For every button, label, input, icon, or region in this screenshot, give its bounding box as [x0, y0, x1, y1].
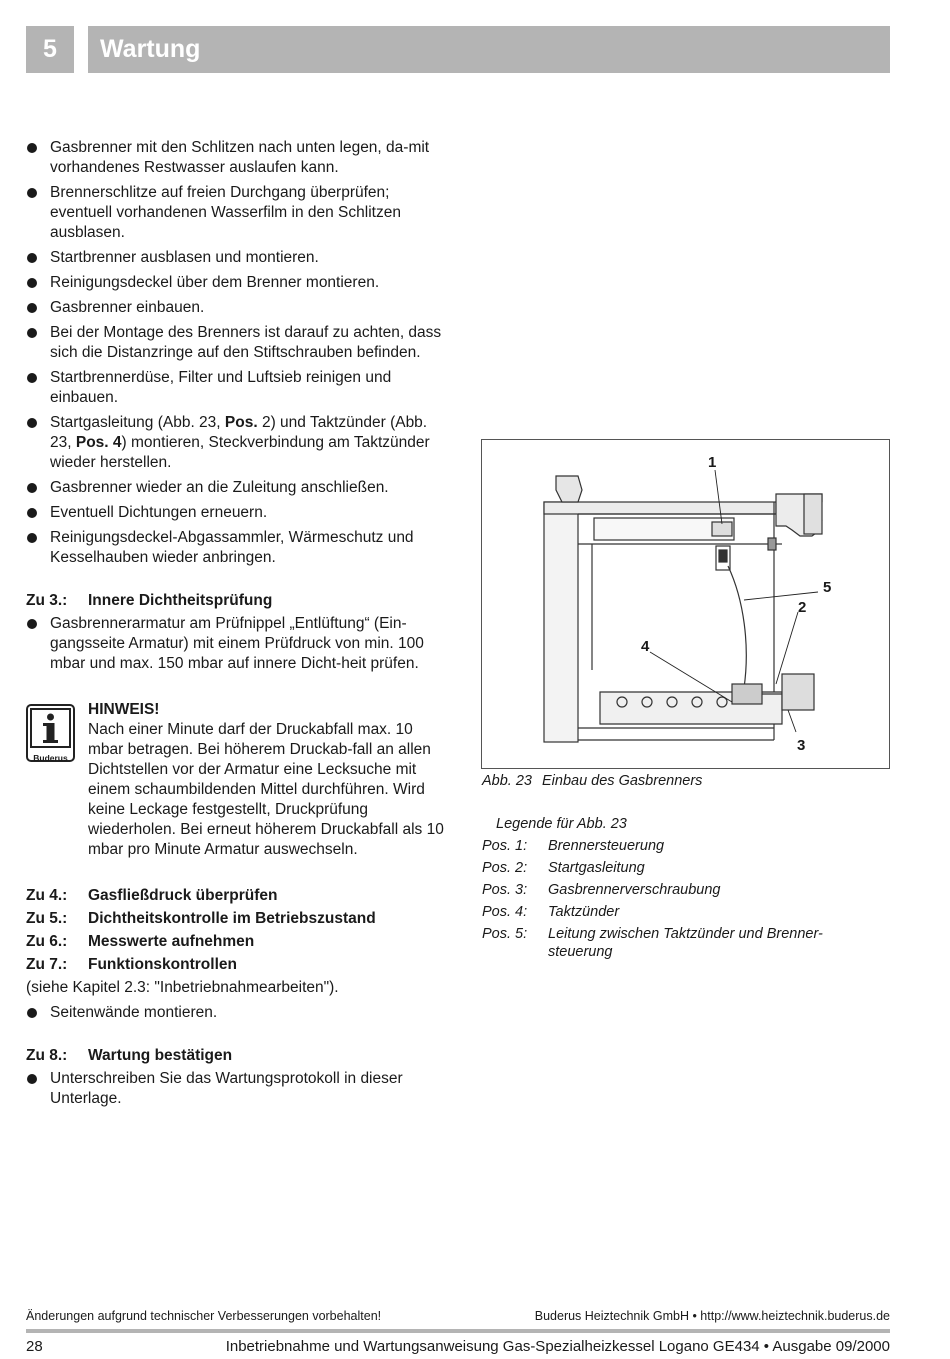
legend-title: Legende für Abb. 23 — [496, 816, 627, 832]
legend-row: Pos. 1: Brennersteuerung — [482, 838, 665, 854]
note-text: Nach einer Minute darf der Druckabfall max. 10 mbar betragen. Bei höherem Druckab-fall an allen Dichtstellen vor der Armatur eine Lecksuche mit einem schaumbildenden Mittel durchführen. Wird keine Leckage festgestellt, Druckprüfung wiederholen. Bei erneut höherem Druckabfall als 10 mbar pro Minute Armatur auswechseln. — [88, 721, 444, 858]
zu7-text: (siehe Kapitel 2.3: "Inbetriebnahmearbeiten"). — [26, 979, 339, 996]
left-column — [26, 138, 446, 1114]
figure-burner-installation — [481, 439, 890, 769]
bullet-item: Bei der Montage des Brenners ist darauf zu achten, dass sich die Distanzringe auf den Stiftschrauben befinden. — [26, 323, 446, 363]
bullet-item: Reinigungsdeckel-Abgassammler, Wärmeschutz und Kesselhauben wieder anbringen. — [26, 528, 446, 568]
bullet-item: Startbrenner ausblasen und montieren. — [26, 248, 446, 268]
legend-row: Pos. 2: Startgasleitung — [482, 860, 645, 876]
callout-2: 2 — [798, 599, 807, 616]
section-zu4-heading: Zu 4.: Gasfließdruck überprüfen — [26, 887, 278, 904]
chapter-title: Wartung — [88, 26, 890, 73]
section-zu8-heading: Zu 8.: Wartung bestätigen — [26, 1047, 233, 1064]
footer-bottom — [26, 1338, 890, 1355]
legend-row: Pos. 4: Taktzünder — [482, 904, 620, 920]
section-zu7-heading: Zu 7.: Funktionskontrollen — [26, 956, 237, 973]
callout-4: 4 — [641, 638, 650, 655]
note-heading: HINWEIS! — [88, 701, 160, 718]
footer-company: Buderus Heiztechnik GmbH • http://www.heiztechnik.buderus.de — [534, 1309, 890, 1323]
bullet-item: Startbrennerdüse, Filter und Luftsieb reinigen und einbauen. — [26, 368, 446, 408]
footer-divider — [26, 1329, 890, 1333]
bullet-item: Unterschreiben Sie das Wartungsprotokoll in dieser Unterlage. — [26, 1069, 446, 1109]
chapter-number: 5 — [26, 26, 74, 73]
section-zu6-heading: Zu 6.: Messwerte aufnehmen — [26, 933, 255, 950]
spacer — [26, 1028, 446, 1046]
note-icon-label: Buderus — [33, 753, 68, 763]
bullet-item: Gasbrennerarmatur am Prüfnippel „Entlüftung“ (Ein-gangsseite Armatur) mit einem Prüfdruck von min. 100 mbar und max. 150 mbar auf innere Dicht-heit prüfen. — [26, 614, 446, 674]
note-box — [26, 700, 446, 860]
footer-top — [26, 1309, 890, 1323]
legend-row: Pos. 5: Leitung zwischen Taktzünder und Brenner-steuerung — [482, 926, 823, 960]
footer-disclaimer: Änderungen aufgrund technischer Verbesserungen vorbehalten! — [26, 1309, 382, 1323]
bullet-item: Gasbrenner einbauen. — [26, 298, 446, 318]
section-zu5-heading: Zu 5.: Dichtheitskontrolle im Betriebszustand — [26, 910, 376, 927]
section-zu3-heading: Zu 3.: Innere Dichtheitsprüfung — [26, 592, 273, 609]
callout-5: 5 — [823, 579, 832, 596]
figure-caption: Abb. 23 Einbau des Gasbrenners — [482, 773, 703, 789]
page-number: 28 — [26, 1338, 43, 1355]
figure-legend — [482, 815, 882, 965]
spacer — [26, 573, 446, 591]
document-title: Inbetriebnahme und Wartungsanweisung Gas-Spezialheizkessel Logano GE434 • Ausgabe 09/2000 — [225, 1338, 890, 1355]
bullet-item: Brennerschlitze auf freien Durchgang überprüfen; eventuell vorhandenen Wasserfilm in den Schlitzen ausblasen. — [26, 183, 446, 243]
bullet-item: Eventuell Dichtungen erneuern. — [26, 503, 446, 523]
bullet-item: Seitenwände montieren. — [26, 1003, 446, 1023]
callout-1: 1 — [708, 454, 717, 471]
bullet-item: Gasbrenner wieder an die Zuleitung anschließen. — [26, 478, 446, 498]
legend-row: Pos. 3: Gasbrennerverschraubung — [482, 882, 721, 898]
callout-3: 3 — [797, 737, 806, 754]
bullet-item: Gasbrenner mit den Schlitzen nach unten legen, da-mit vorhandenes Restwasser auslaufen kann. — [26, 138, 446, 178]
bullet-item: Reinigungsdeckel über dem Brenner montieren. — [26, 273, 446, 293]
burner-drawing — [482, 440, 891, 770]
bullet-item: Startgasleitung (Abb. 23, Pos. 2) und Taktzünder (Abb. 23, Pos. 4) montieren, Steckverbindung am Taktzünder wieder herstellen. — [26, 413, 446, 473]
